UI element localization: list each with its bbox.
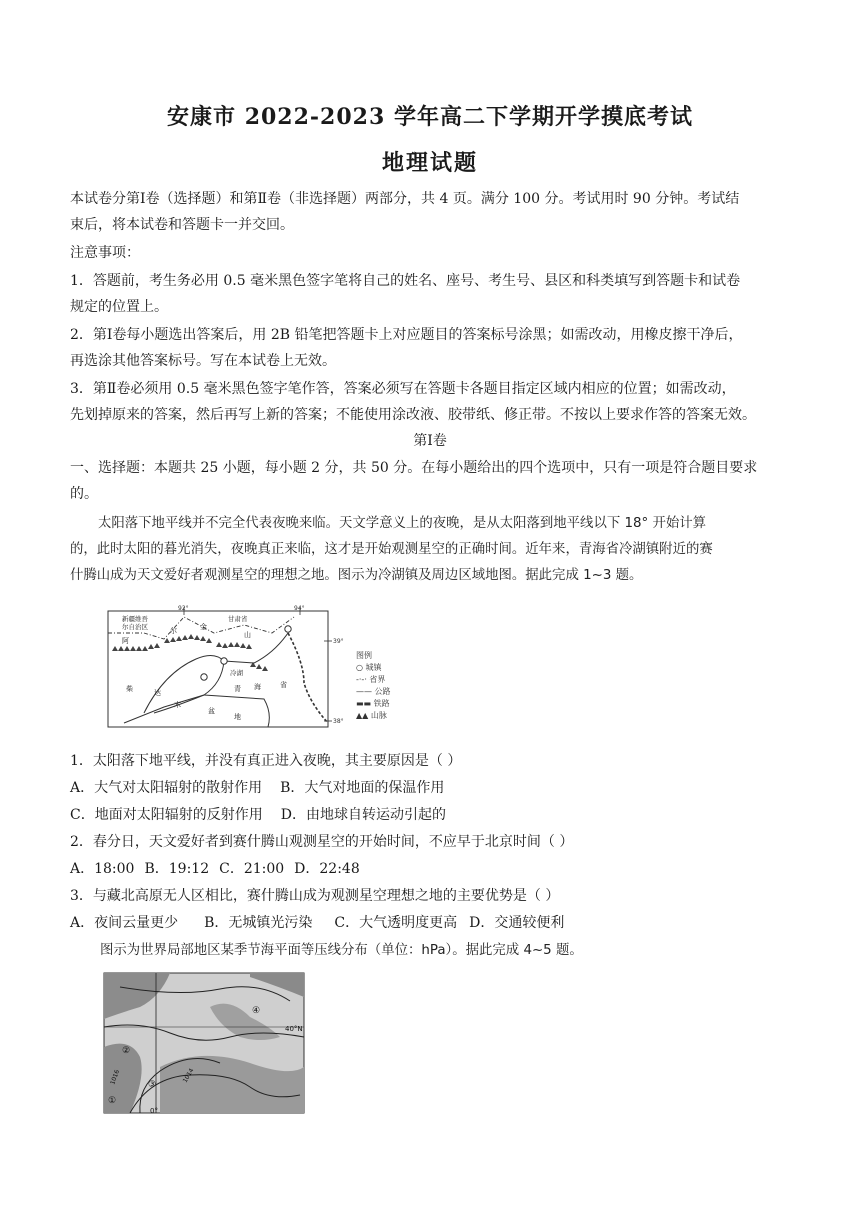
question-stem: 1．太阳落下地平线，并没有真正进入夜晚，其主要原因是（ ） <box>70 753 462 769</box>
lon-label: 94° <box>294 605 305 612</box>
marker-3: ③ <box>148 1080 157 1090</box>
lat-label: 39° <box>333 638 344 645</box>
legend-item-road: —— 公路 <box>356 687 391 696</box>
map-label: 青 <box>234 685 241 693</box>
map-region-label: 尔自治区 <box>122 623 148 631</box>
mountain-symbol-icon: ▲▲ <box>356 711 371 720</box>
isobar-label: 1016 <box>109 1068 122 1086</box>
option-b: B．无城镇光污染 <box>204 915 313 931</box>
map-label: 柴 <box>126 685 133 693</box>
legend-title: 图例 <box>356 651 372 660</box>
marker-4: ④ <box>252 1006 261 1016</box>
map-region-label: 甘肃省 <box>228 615 248 623</box>
map-mountain-label: 山 <box>244 631 251 639</box>
legend-item-mountain: ▲▲ 山脉 <box>356 711 387 720</box>
map-label: 达 <box>154 689 161 697</box>
map-label: 木 <box>174 701 181 709</box>
notice-item: 规定的位置上。 <box>70 299 168 315</box>
notice-item: 1．答题前，考生务必用 0.5 毫米黑色签字笔将自己的姓名、座号、考生号、县区和科类填写到答题卡和试卷 <box>70 273 741 289</box>
legend-item-rail: ▬▬ 铁路 <box>356 699 390 708</box>
option-a: A．夜间云量更少 <box>70 915 179 931</box>
map-label: 盆 <box>208 707 215 715</box>
intro-line: 本试卷分第Ⅰ卷（选择题）和第Ⅱ卷（非选择题）两部分，共 4 页。满分 100 分。考试用时 90 分钟。考试结 <box>70 191 740 207</box>
map-label: 金 <box>200 623 207 631</box>
rail-line-icon: ▬▬ <box>356 699 374 708</box>
legend-item-town: ○ 城镇 <box>356 663 382 672</box>
question-stem: 3．与藏北高原无人区相比，赛什腾山成为观测星空理想之地的主要优势是（ ） <box>70 888 560 904</box>
lat-label: 38° <box>333 718 344 725</box>
map-town-label: 冷湖 <box>230 669 243 677</box>
option-a: A．18:00 <box>70 861 135 877</box>
option-b: B．大气对地面的保温作用 <box>280 780 445 796</box>
isobar-map <box>100 967 312 1117</box>
question-options <box>70 910 792 936</box>
option-b: B．19:12 <box>144 861 210 877</box>
road-line-icon: —— <box>356 687 375 696</box>
question-options <box>70 802 792 828</box>
subject-title: 地理试题 <box>381 150 478 176</box>
question-options <box>70 856 792 882</box>
exam-title: 安康市 2022-2023 学年高二下学期开学摸底考试 <box>167 104 693 130</box>
map-region-label: 新疆维吾 <box>122 615 148 623</box>
lon-label: 0° <box>150 1107 158 1115</box>
option-d: D．22:48 <box>294 861 360 877</box>
passage-line: 的，此时太阳的暮光消失，夜晚真正来临，这才是开始观测星空的正确时间。近年来，青海省冷湖镇附近的赛 <box>70 542 713 557</box>
map-label: 尔 <box>170 627 177 635</box>
section-title: 第Ⅰ卷 <box>413 433 447 449</box>
legend-item-border: -·-· 省界 <box>356 675 386 684</box>
notice-item: 3．第Ⅱ卷必须用 0.5 毫米黑色签字笔作答，答案必须写在答题卡各题目指定区域内相应的位置；如需改动， <box>70 381 736 397</box>
section-instructions: 的。 <box>70 486 98 502</box>
passage-line: 太阳落下地平线并不完全代表夜晚来临。天文学意义上的夜晚，是从太阳落到地平线以下 18° 开始计算 <box>98 516 707 531</box>
passage-line: 什腾山成为天文爱好者观测星空的理想之地。图示为冷湖镇及周边区域地图。据此完成 1~3 题。 <box>70 568 643 583</box>
town-symbol-icon: ○ <box>356 663 366 672</box>
option-d: D．由地球自转运动引起的 <box>280 807 446 823</box>
lat-label: 40°N <box>285 1025 303 1033</box>
map-label: 海 <box>254 683 261 691</box>
option-a: A．大气对太阳辐射的散射作用 <box>70 780 263 796</box>
option-c: C．地面对太阳辐射的反射作用 <box>70 807 263 823</box>
map-label: 省 <box>280 681 287 689</box>
notice-title: 注意事项： <box>70 245 140 261</box>
option-d: D．交通较便利 <box>469 915 565 931</box>
map-label: 阿 <box>122 637 129 645</box>
marker-1: ① <box>108 1096 117 1106</box>
intro-line: 束后，将本试卷和答题卡一并交回。 <box>70 217 294 233</box>
notice-item: 先划掉原来的答案，然后再写上新的答案；不能使用涂改液、胶带纸、修正带。不按以上要求作答的答案无效。 <box>70 407 756 423</box>
lon-label: 92° <box>178 605 189 612</box>
isobar-label: 1014 <box>181 1067 196 1084</box>
option-c: C．21:00 <box>219 861 285 877</box>
question-stem: 2．春分日，天文爱好者到赛什腾山观测星空的开始时间，不应早于北京时间（ ） <box>70 834 574 850</box>
border-line-icon: -·-· <box>356 675 370 684</box>
notice-item: 2．第Ⅰ卷每小题选出答案后，用 2B 铅笔把答题卡上对应题目的答案标号涂黑；如需改动，用橡皮擦干净后， <box>70 327 743 343</box>
marker-2: ② <box>122 1046 131 1056</box>
option-c: C．大气透明度更高 <box>334 915 458 931</box>
map-legend <box>356 650 436 722</box>
notice-item: 再选涂其他答案标号。写在本试卷上无效。 <box>70 353 336 369</box>
question-options <box>70 775 792 801</box>
passage-line: 图示为世界局部地区某季节海平面等压线分布（单位：hPa）。据此完成 4~5 题。 <box>100 943 583 958</box>
section-instructions: 一、选择题：本题共 25 小题，每小题 2 分，共 50 分。在每小题给出的四个选项中，只有一项是符合题目要求 <box>70 460 758 476</box>
map-label: 地 <box>234 713 241 721</box>
